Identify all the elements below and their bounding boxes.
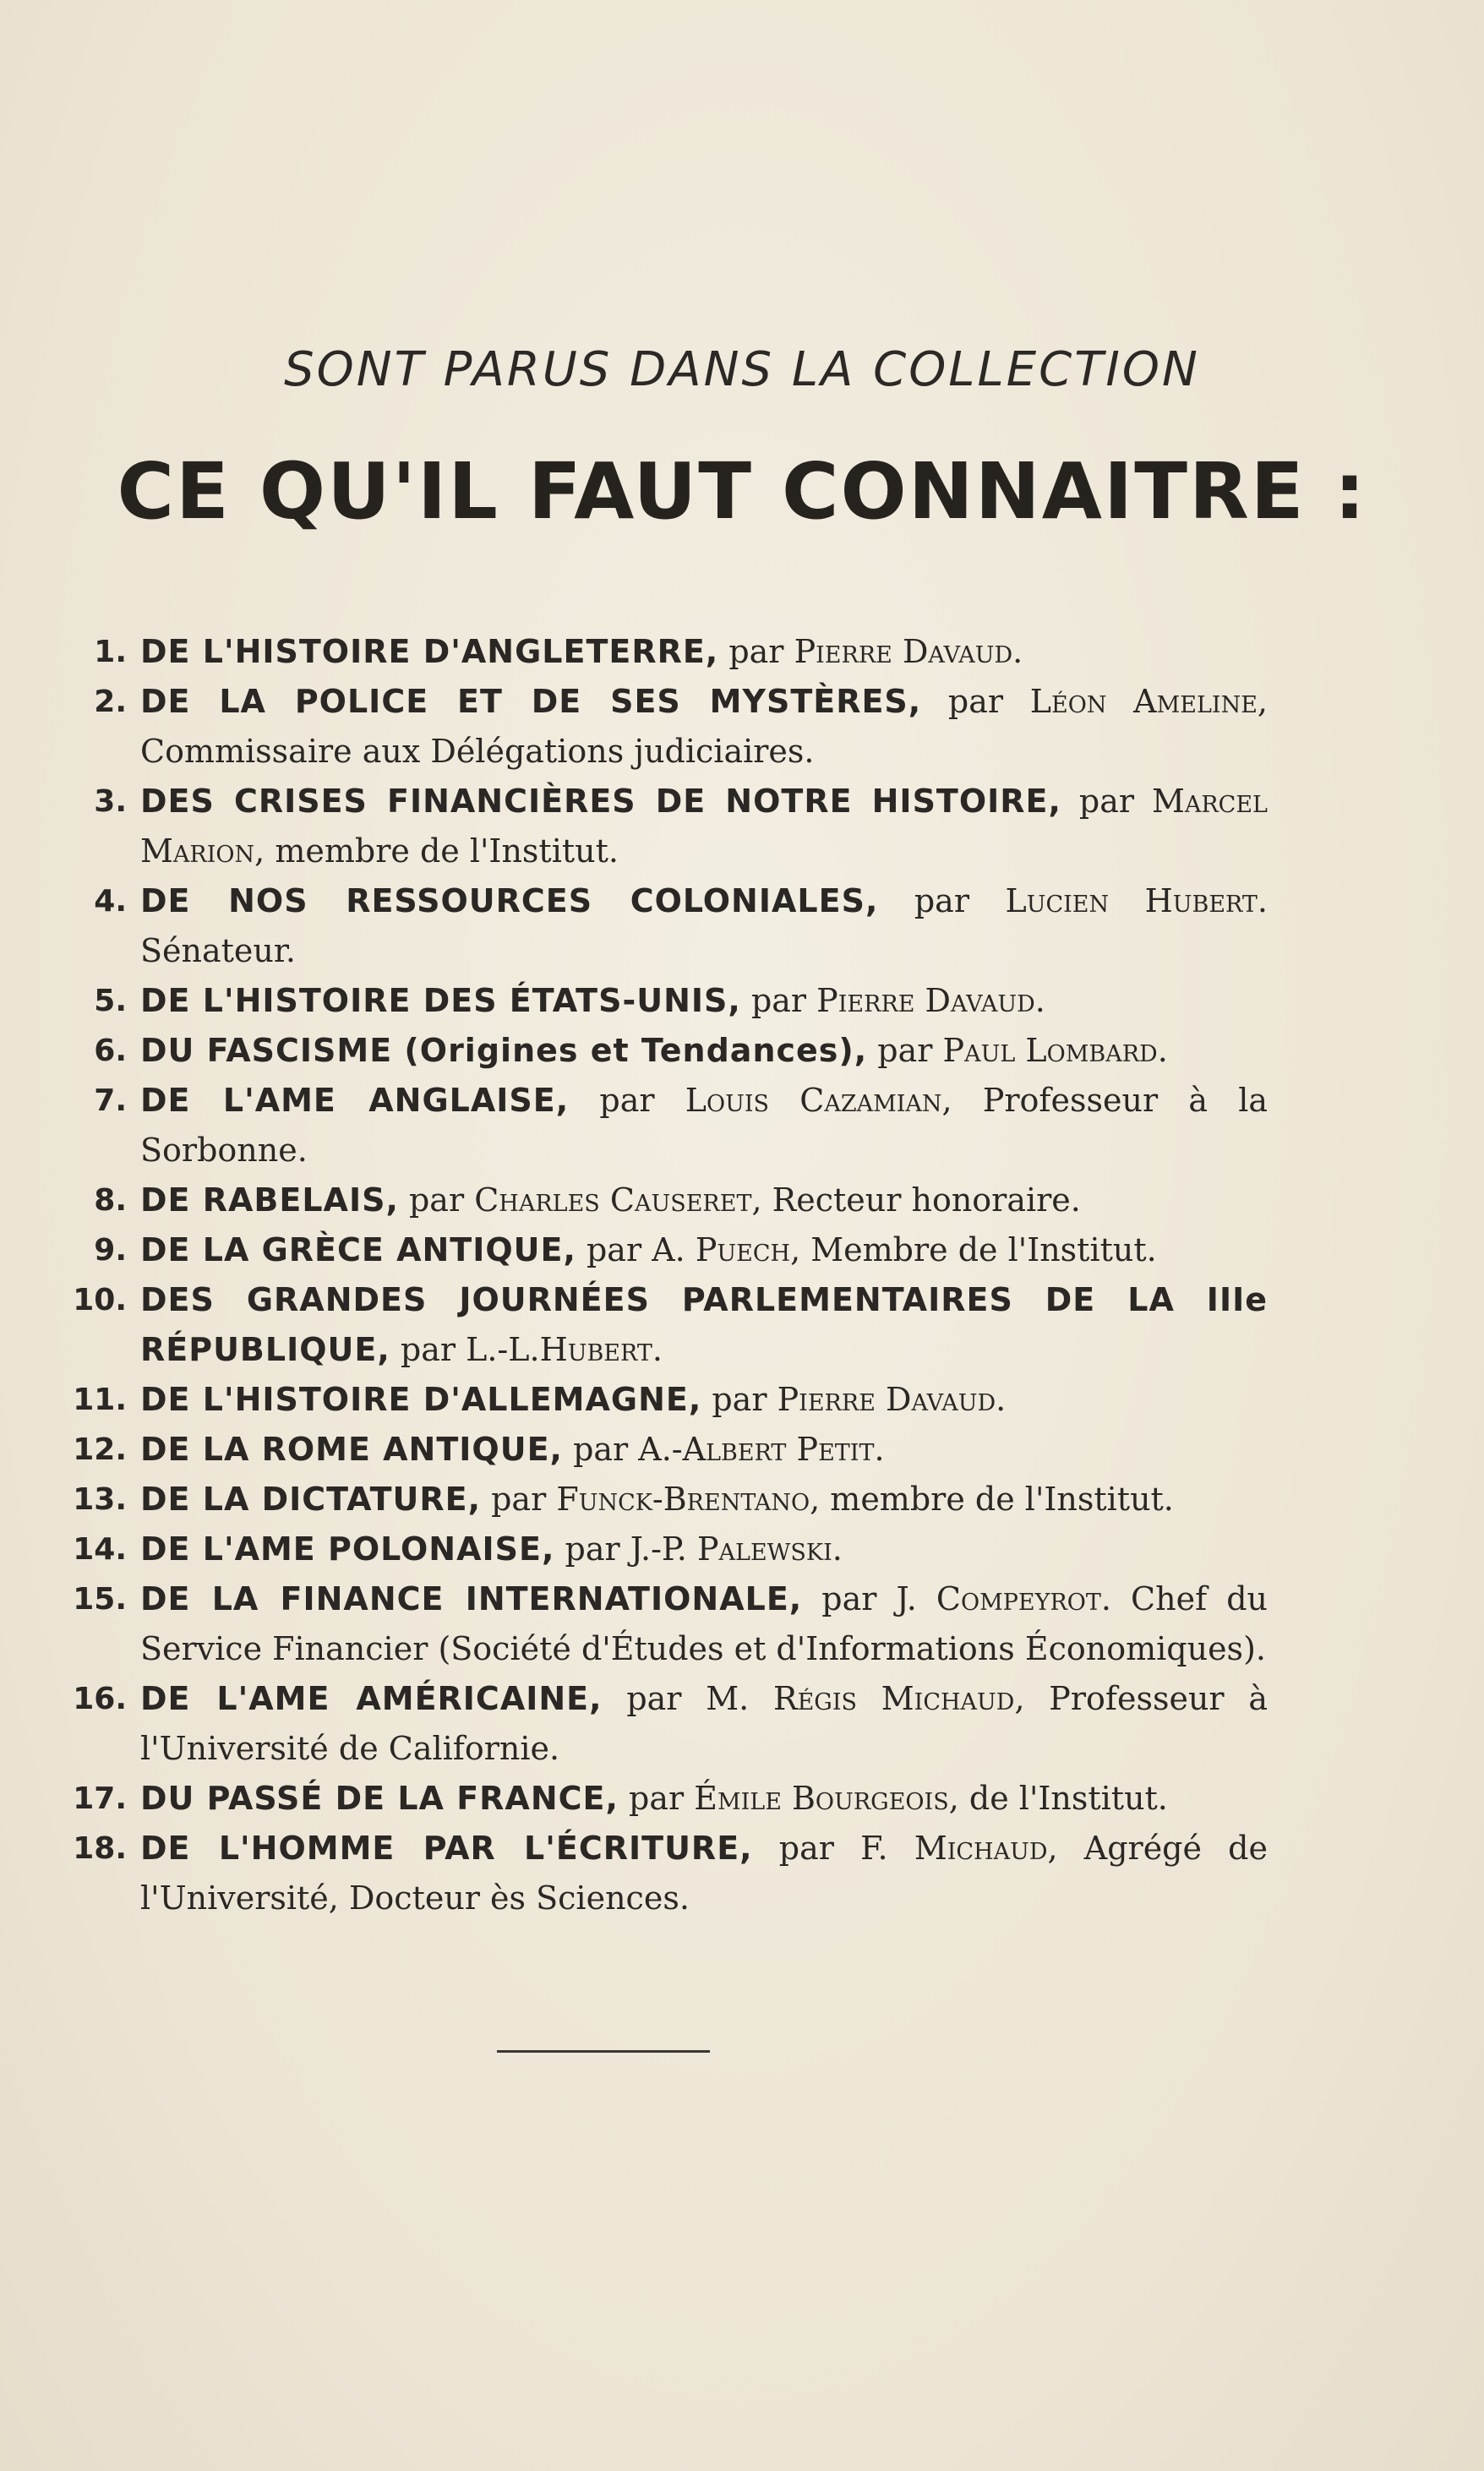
- item-number: 17.: [73, 1781, 127, 1816]
- item-author: Compeyrot: [936, 1580, 1101, 1617]
- item-title: DE LA GRÈCE ANTIQUE,: [140, 1231, 576, 1268]
- list-item: [68, 1674, 1268, 1774]
- item-title: DE RABELAIS,: [140, 1181, 399, 1219]
- list-item: [68, 876, 1268, 976]
- item-rest: .: [874, 1431, 885, 1468]
- item-rest: .: [832, 1530, 843, 1568]
- item-title: DU FASCISME (Origines et Tendances),: [140, 1032, 868, 1069]
- item-author: Lucien Hubert: [1005, 882, 1258, 919]
- item-number: 18.: [73, 1831, 127, 1866]
- item-number: 4.: [94, 884, 127, 919]
- page-title: CE QU'IL FAUT CONNAITRE :: [117, 446, 1367, 537]
- item-title: DE L'AME ANGLAISE,: [140, 1082, 570, 1119]
- item-par: par: [740, 982, 817, 1019]
- item-author: Charles Causeret: [474, 1181, 752, 1219]
- list-item: [68, 1375, 1268, 1425]
- item-par: par: [398, 1181, 475, 1219]
- item-author: Léon Ameline: [1029, 683, 1258, 720]
- item-rest: , Professeur à la Sorbonne.: [140, 1082, 1268, 1169]
- list-item: [68, 1026, 1268, 1076]
- list-item: [68, 1425, 1268, 1475]
- item-par: par: [618, 1780, 695, 1817]
- item-par: par A.: [576, 1231, 696, 1268]
- list-item: [68, 1076, 1268, 1175]
- item-author: Pierre Davaud: [794, 633, 1013, 670]
- list-item: [68, 1574, 1268, 1674]
- item-author: Palewski: [696, 1530, 832, 1568]
- list-item: [68, 777, 1268, 876]
- item-rest: , Agrégé de l'Université, Docteur ès Sciences.: [140, 1830, 1268, 1917]
- item-author: Michaud: [914, 1830, 1048, 1867]
- item-rest: .: [996, 1381, 1007, 1418]
- item-par: par: [1061, 783, 1152, 820]
- item-par: par M.: [602, 1680, 773, 1717]
- list-item: [68, 1225, 1268, 1275]
- list-item: [68, 627, 1268, 677]
- item-number: 7.: [94, 1083, 127, 1118]
- list-item: [68, 1774, 1268, 1824]
- item-number: 12.: [73, 1432, 127, 1467]
- item-title: DU PASSÉ DE LA FRANCE,: [140, 1780, 619, 1817]
- item-number: 16.: [73, 1682, 127, 1716]
- item-number: 6.: [94, 1034, 127, 1068]
- book-list: [68, 627, 1268, 1923]
- item-rest: .: [1034, 982, 1045, 1019]
- list-item: [68, 1475, 1268, 1525]
- item-number: 10.: [73, 1283, 127, 1317]
- item-number: 2.: [94, 685, 127, 719]
- item-par: par J.-P.: [554, 1530, 697, 1568]
- list-item: [68, 976, 1268, 1026]
- item-title: DES GRANDES JOURNÉES PARLEMENTAIRES DE LA IIIe RÉPUBLIQUE,: [140, 1281, 1268, 1368]
- item-rest: .: [652, 1331, 663, 1368]
- item-rest: . Sénateur.: [140, 882, 1268, 969]
- list-item: [68, 1175, 1268, 1225]
- item-title: DE LA DICTATURE,: [140, 1481, 482, 1518]
- item-title: DE LA FINANCE INTERNATIONALE,: [140, 1580, 803, 1617]
- collection-heading: SONT PARUS DANS LA COLLECTION: [284, 342, 1200, 397]
- item-title: DE LA POLICE ET DE SES MYSTÈRES,: [140, 683, 922, 720]
- item-rest: , Professeur à l'Université de Californie.: [140, 1680, 1268, 1767]
- item-number: 14.: [73, 1532, 127, 1567]
- item-number: 15.: [73, 1582, 127, 1617]
- item-par: par: [921, 683, 1030, 720]
- item-par: par F.: [752, 1830, 914, 1867]
- item-par: par A.-: [562, 1431, 683, 1468]
- item-title: DE L'AME POLONAISE,: [140, 1530, 555, 1568]
- item-author: Funck-Brentano: [556, 1481, 810, 1518]
- item-title: DES CRISES FINANCIÈRES DE NOTRE HISTOIRE,: [140, 783, 1061, 820]
- closing-rule: [497, 2050, 710, 2053]
- item-author: Louis Cazamian: [685, 1082, 942, 1119]
- item-title: DE NOS RESSOURCES COLONIALES,: [140, 882, 879, 919]
- item-author: Pierre Davaud: [816, 982, 1035, 1019]
- list-item: [68, 1275, 1268, 1375]
- item-rest: , Recteur honoraire.: [751, 1181, 1081, 1219]
- item-title: DE L'HISTOIRE D'ANGLETERRE,: [140, 633, 719, 670]
- item-rest: , membre de l'Institut.: [254, 832, 619, 870]
- item-rest: .: [1012, 633, 1023, 670]
- item-par: par: [569, 1082, 685, 1119]
- item-title: DE L'HISTOIRE D'ALLEMAGNE,: [140, 1381, 702, 1418]
- item-par: par: [878, 882, 1006, 919]
- item-author: Pierre Davaud: [777, 1381, 996, 1418]
- item-number: 13.: [73, 1482, 127, 1517]
- item-par: par: [390, 1331, 466, 1368]
- item-title: DE LA ROME ANTIQUE,: [140, 1431, 563, 1468]
- item-title: DE L'HISTOIRE DES ÉTATS-UNIS,: [140, 982, 741, 1019]
- item-author: Puech: [695, 1231, 791, 1268]
- item-par: par: [481, 1481, 557, 1518]
- item-title: DE L'AME AMÉRICAINE,: [140, 1680, 603, 1717]
- item-rest: , membre de l'Institut.: [810, 1481, 1174, 1518]
- item-rest: , de l'Institut.: [948, 1780, 1168, 1817]
- item-author: Marcel Marion: [140, 783, 1268, 870]
- item-par: par: [701, 1381, 777, 1418]
- list-item: [68, 1824, 1268, 1923]
- item-author: Paul Lombard: [942, 1032, 1158, 1069]
- item-number: 5.: [94, 984, 127, 1018]
- item-author: Émile Bourgeois: [694, 1780, 949, 1817]
- item-par: par J.: [802, 1580, 936, 1617]
- item-number: 9.: [94, 1233, 127, 1268]
- item-author: Régis Michaud: [772, 1680, 1015, 1717]
- item-author: L.-L.Hubert: [466, 1331, 652, 1368]
- item-number: 11.: [73, 1383, 127, 1417]
- item-par: par: [867, 1032, 943, 1069]
- item-author: Albert Petit: [682, 1431, 875, 1468]
- item-rest: , Commissaire aux Délégations judiciaires.: [140, 683, 1268, 770]
- item-rest: . Chef du Service Financier (Société d'Études et d'Informations Économiques).: [140, 1580, 1268, 1667]
- item-number: 8.: [94, 1183, 127, 1218]
- item-rest: , Membre de l'Institut.: [790, 1231, 1157, 1268]
- item-number: 3.: [94, 784, 127, 819]
- item-rest: .: [1157, 1032, 1168, 1069]
- item-title: DE L'HOMME PAR L'ÉCRITURE,: [140, 1830, 753, 1867]
- list-item: [68, 1525, 1268, 1574]
- list-item: [68, 677, 1268, 777]
- item-number: 1.: [94, 635, 127, 669]
- item-par: par: [718, 633, 794, 670]
